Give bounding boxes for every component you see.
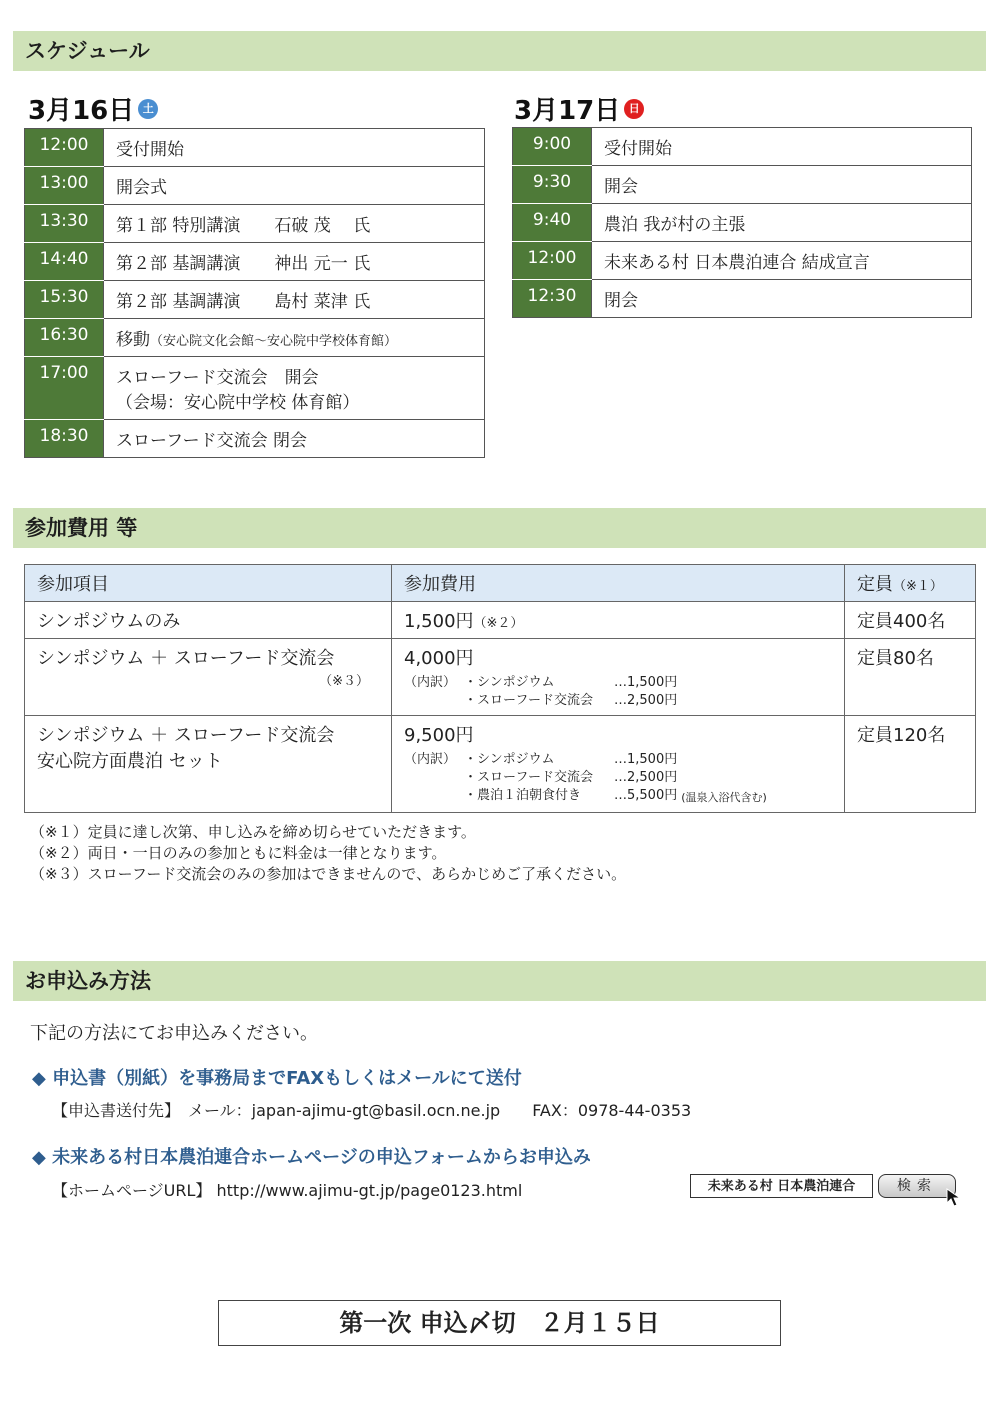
day2-title: 3月17日 xyxy=(514,96,621,126)
schedule-row xyxy=(513,204,972,242)
deadline-box: 第一次 申込〆切 ２月１５日 xyxy=(218,1300,781,1346)
breakdown-amount: …5,500円 xyxy=(614,788,678,803)
fee-item-name: シンポジウム ＋ スローフード交流会 xyxy=(37,725,335,746)
schedule-desc-text: 第１部 特別講演 石破 茂 氏 xyxy=(116,216,371,236)
schedule-time: 17:00 xyxy=(25,357,104,420)
day2-schedule-table xyxy=(512,127,972,318)
breakdown-label xyxy=(404,769,464,787)
schedule-row xyxy=(25,243,485,281)
schedule-desc xyxy=(104,319,485,357)
schedule-time: 9:30 xyxy=(513,166,592,204)
breakdown-label: （内訳） xyxy=(404,752,457,767)
breakdown-line xyxy=(404,674,832,692)
fees-heading: 参加費用 等 xyxy=(13,508,986,548)
method2-title: ◆ 未来ある村日本農泊連合ホームページの申込フォームからお申込み xyxy=(32,1147,591,1168)
schedule-desc-text: 開会 xyxy=(604,177,638,197)
schedule-desc xyxy=(592,242,972,280)
breakdown-line xyxy=(404,751,832,769)
fee-item-name: シンポジウム ＋ スローフード交流会 xyxy=(37,648,335,669)
day2-heading xyxy=(514,90,644,127)
schedule-desc-text: スローフード交流会 開会 xyxy=(116,368,319,388)
schedule-desc-text: 未来ある村 日本農泊連合 結成宣言 xyxy=(604,253,870,273)
schedule-row xyxy=(25,319,485,357)
breakdown-label: （内訳） xyxy=(404,675,457,690)
method1-detail: 【申込書送付先】 メール：japan-ajimu-gt@basil.ocn.ne.jp FAX：0978-44-0353 xyxy=(52,1101,692,1120)
schedule-row xyxy=(25,357,485,420)
schedule-desc xyxy=(592,280,972,318)
breakdown-extra: (温泉入浴代含む) xyxy=(681,791,767,804)
note-3: （※３）スローフード交流会のみの参加はできませんので、あらかじめご了承ください。 xyxy=(30,865,627,883)
schedule-desc-text: 開会式 xyxy=(116,178,167,198)
breakdown-name: ・スローフード交流会 xyxy=(464,693,593,708)
breakdown-amount: …1,500円 xyxy=(614,752,678,767)
schedule-desc xyxy=(104,205,485,243)
schedule-time: 13:00 xyxy=(25,167,104,205)
fee-row-full-set xyxy=(25,716,976,813)
day1-heading xyxy=(28,90,158,127)
breakdown-line xyxy=(404,769,832,787)
schedule-desc-text: 第２部 基調講演 神出 元一 氏 xyxy=(116,254,371,274)
breakdown-amount: …2,500円 xyxy=(614,770,678,785)
day1-schedule-table xyxy=(24,128,485,458)
schedule-time: 12:00 xyxy=(25,129,104,167)
fee-breakdown xyxy=(404,674,832,710)
schedule-time: 14:40 xyxy=(25,243,104,281)
breakdown-label xyxy=(404,787,464,807)
fee-item: シンポジウムのみ xyxy=(25,602,392,639)
schedule-desc-text: 閉会 xyxy=(604,291,638,311)
note-1: （※１）定員に達し次第、申し込みを締め切らせていただきます。 xyxy=(30,823,476,841)
breakdown-name: ・農泊１泊朝食付き xyxy=(464,788,582,803)
schedule-row xyxy=(25,205,485,243)
breakdown-label xyxy=(404,692,464,710)
schedule-row xyxy=(25,129,485,167)
fees-table xyxy=(24,564,976,813)
fee-item xyxy=(25,639,392,716)
schedule-desc-text: スローフード交流会 閉会 xyxy=(116,431,308,451)
schedule-desc xyxy=(104,281,485,319)
schedule-row xyxy=(513,280,972,318)
fee-note: （※２） xyxy=(473,616,524,631)
schedule-desc xyxy=(592,204,972,242)
schedule-desc-text: 農泊 我が村の主張 xyxy=(604,215,746,235)
schedule-row xyxy=(513,128,972,166)
breakdown-line xyxy=(404,787,832,807)
schedule-desc xyxy=(592,166,972,204)
day1-title: 3月16日 xyxy=(28,96,135,126)
fee-value: 1,500円 xyxy=(404,611,474,632)
header-fee: 参加費用 xyxy=(392,565,845,602)
header-capacity xyxy=(845,565,976,602)
search-query-box: 未来ある村 日本農泊連合 xyxy=(690,1174,873,1198)
schedule-desc xyxy=(104,357,485,420)
breakdown-amount: …2,500円 xyxy=(614,693,678,708)
fee-capacity: 定員80名 xyxy=(845,639,976,716)
fee-item-note: （※３） xyxy=(319,674,369,689)
breakdown-line xyxy=(404,692,832,710)
schedule-row xyxy=(25,167,485,205)
fee-capacity: 定員120名 xyxy=(845,716,976,813)
fee-capacity: 定員400名 xyxy=(845,602,976,639)
schedule-desc-text: 受付開始 xyxy=(116,140,184,160)
search-button: 検索 xyxy=(878,1174,956,1198)
schedule-row xyxy=(513,166,972,204)
fee-amount xyxy=(392,602,845,639)
schedule-heading: スケジュール xyxy=(13,31,986,71)
method2-detail: 【ホームページURL】 http://www.ajimu-gt.jp/page0123.html xyxy=(52,1181,523,1200)
schedule-time: 13:30 xyxy=(25,205,104,243)
schedule-desc xyxy=(104,167,485,205)
schedule-time: 9:40 xyxy=(513,204,592,242)
breakdown-name: ・スローフード交流会 xyxy=(464,770,593,785)
schedule-row xyxy=(25,420,485,458)
fee-amount xyxy=(392,716,845,813)
note-2: （※２）両日・一日のみの参加ともに料金は一律となります。 xyxy=(30,844,447,862)
fees-header-row xyxy=(25,565,976,602)
cursor-icon xyxy=(946,1188,966,1208)
header-capacity-note: （※１） xyxy=(893,579,943,594)
fee-amount xyxy=(392,639,845,716)
header-item: 参加項目 xyxy=(25,565,392,602)
fee-item-name-line2: 安心院方面農泊 セット xyxy=(37,751,223,772)
method1-title: ◆ 申込書（別紙）を事務局までFAXもしくはメールにて送付 xyxy=(32,1068,522,1089)
schedule-time: 16:30 xyxy=(25,319,104,357)
schedule-desc xyxy=(104,420,485,458)
schedule-desc-text: 移動 xyxy=(116,330,150,350)
schedule-time: 15:30 xyxy=(25,281,104,319)
fee-row-symposium-slowfood xyxy=(25,639,976,716)
schedule-time: 12:00 xyxy=(513,242,592,280)
fee-value: 9,500円 xyxy=(404,725,474,746)
fee-breakdown xyxy=(404,751,832,807)
schedule-desc-line2: （会場：安心院中学校 体育館） xyxy=(116,393,360,413)
schedule-time: 9:00 xyxy=(513,128,592,166)
schedule-time: 18:30 xyxy=(25,420,104,458)
apply-heading: お申込み方法 xyxy=(13,961,986,1001)
schedule-desc-text: 第２部 基調講演 島村 菜津 氏 xyxy=(116,292,371,312)
fee-notes xyxy=(30,822,626,885)
breakdown-name: ・シンポジウム xyxy=(464,675,555,690)
schedule-desc-note: （安心院文化会館～安心院中学校体育館） xyxy=(150,334,398,349)
sunday-badge: 日 xyxy=(624,99,644,119)
fee-value: 4,000円 xyxy=(404,648,474,669)
schedule-time: 12:30 xyxy=(513,280,592,318)
header-capacity-label: 定員 xyxy=(857,574,893,595)
schedule-desc xyxy=(104,243,485,281)
fee-row-symposium xyxy=(25,602,976,639)
schedule-row xyxy=(513,242,972,280)
saturday-badge: 土 xyxy=(138,99,158,119)
schedule-desc xyxy=(104,129,485,167)
schedule-desc-text: 受付開始 xyxy=(604,139,672,159)
schedule-row xyxy=(25,281,485,319)
breakdown-name: ・シンポジウム xyxy=(464,752,555,767)
breakdown-amount: …1,500円 xyxy=(614,675,678,690)
apply-intro: 下記の方法にてお申込みください。 xyxy=(30,1023,318,1044)
fee-item xyxy=(25,716,392,813)
schedule-desc xyxy=(592,128,972,166)
